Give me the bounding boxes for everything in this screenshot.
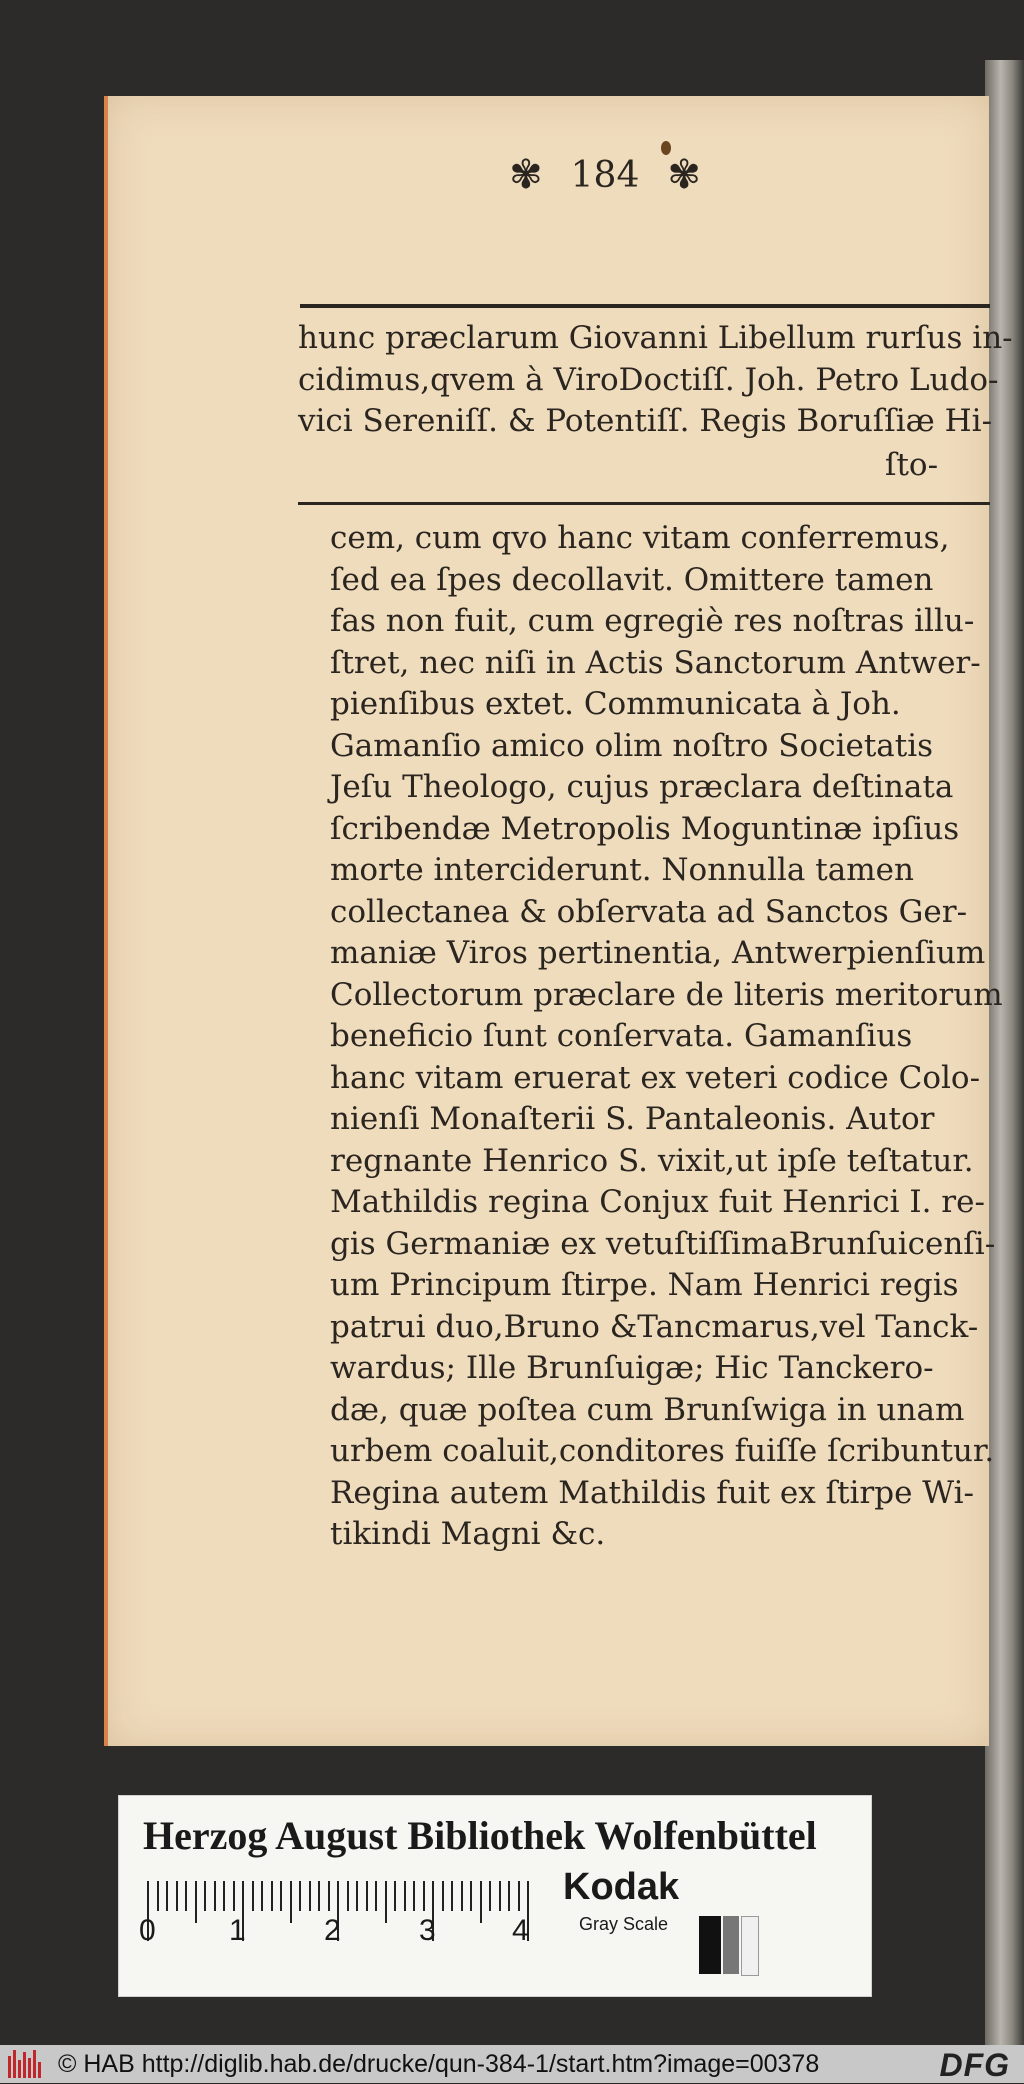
library-name: Herzog August Bibliothek Wolfenbüttel [143,1813,817,1858]
ruler-tick [366,1881,368,1911]
text-line: Collectorum præclare de literis meritorum [330,976,1003,1013]
ruler-tick [252,1881,254,1911]
text-line: tikindi Magni &c. [330,1516,606,1552]
ruler-tick [318,1881,320,1911]
ruler-tick [157,1881,159,1911]
ruler-label: 0 [139,1914,156,1947]
text-line: hanc vitam eruerat ex veteri codice Colo- [330,1059,981,1096]
text-line: urbem coaluit,conditores fuiſſe ſcribuntur. [330,1433,995,1469]
ruler-tick [356,1881,358,1911]
text-line: ſcribendæ Metropolis Moguntinæ ipſius [330,810,960,847]
ruler-label: 4 [512,1914,529,1947]
text-line: Jeſu Theologo, cujus præclara deſtinata [330,769,954,805]
ruler-tick [394,1881,396,1911]
dfg-logo: DFG [939,2047,1010,2083]
text-line: regnante Henrico S. vixit,ut ipſe teſtatur. [330,1142,974,1179]
ruler-tick [233,1881,235,1911]
ruler-tick [185,1881,187,1911]
text-line: patrui duo,Bruno &Tancmarus,vel Tanck- [330,1308,979,1345]
ruler-tick [499,1881,501,1911]
body-text [330,518,1003,1556]
ruler-tick [423,1881,425,1911]
page-header [430,150,780,200]
ruler-tick [451,1881,453,1911]
text-line: Regina autem Mathildis fuit ex ſtirpe Wi- [330,1474,975,1511]
ruler-tick [375,1881,377,1911]
ruler-tick [328,1881,330,1911]
ruler-tick [347,1881,349,1911]
copyright-link[interactable]: © HAB http://diglib.hab.de/drucke/qun-384-1/start.htm?image=00378 [58,2049,820,2078]
text-line: ſed ea ſpes decollavit. Omittere tamen [330,561,934,598]
text-line: fas non fuit, cum egregiè res noſtras illu- [330,603,975,639]
top-text-block [298,318,1013,443]
ruler-tick [442,1881,444,1911]
gray-swatch-dark [723,1916,739,1974]
text-line: vici Sereniſſ. & Potentiſſ. Regis Boruſſiæ Hi- [298,403,993,439]
text-line: Mathildis regina Conjux fuit Henrici I. re- [330,1184,985,1220]
text-line: morte interciderunt. Nonnulla tamen [330,852,914,888]
ruler-tick [461,1881,463,1911]
ornament-right-icon: ✾ [667,152,701,198]
text-line: hunc præclarum Giovanni Libellum rurſus in- [298,320,1013,356]
text-line: collectanea & obſervata ad Sanctos Ger- [330,893,968,930]
brand-subtitle: Gray Scale [579,1914,669,1934]
ruler-label: 1 [229,1914,246,1947]
text-line: nienſi Monaſterii S. Pantaleonis. Autor [330,1101,935,1137]
ruler-tick [518,1881,520,1911]
text-line: um Principum ſtirpe. Nam Henrici regis [330,1267,959,1303]
ruler-tick [176,1881,178,1911]
header-rule [300,304,990,308]
text-line: cem, cum qvo hanc vitam conferremus, [330,520,950,556]
hab-logo-icon [8,2050,48,2078]
ruler-tick [271,1881,273,1911]
ruler-tick [223,1881,225,1911]
brand-name: Kodak [563,1866,680,1908]
gray-swatch-light [741,1916,759,1976]
gray-swatch-black [699,1916,721,1974]
ornament-left-icon: ✾ [509,152,543,198]
page-number: 184 [570,154,640,196]
ruler-tick [489,1881,491,1911]
ruler-tick [480,1881,482,1923]
ruler-tick [413,1881,415,1911]
text-line: cidimus,qvem à ViroDoctiſſ. Joh. Petro Ludo- [298,361,999,398]
catchword: ſto- [885,447,939,483]
text-line: ſtret, nec niſi in Actis Sanctorum Antwer- [330,644,981,681]
ruler-label: 2 [324,1914,341,1947]
scale-ruler [147,1881,537,1941]
ruler-tick [385,1881,387,1923]
ruler-tick [195,1881,197,1923]
ruler-label: 3 [419,1914,436,1947]
color-target-card [118,1795,872,1997]
ruler-tick [280,1881,282,1911]
ruler-tick [470,1881,472,1911]
text-line: maniæ Viros pertinentia, Antwerpienſium [330,935,986,971]
text-line: dæ, quæ poſtea cum Brunſwiga in unam [330,1391,965,1428]
ruler-tick [214,1881,216,1911]
ruler-tick [166,1881,168,1911]
text-line: beneficio ſunt conſervata. Gamanſius [330,1018,913,1054]
text-line: pienſibus extet. Communicata à Joh. [330,686,901,722]
ruler-tick [290,1881,292,1923]
ruler-tick [261,1881,263,1911]
ruler-tick [299,1881,301,1911]
section-rule [298,502,990,505]
text-line: gis Germaniæ ex vetuſtiſſimaBrunſuicenſi- [330,1225,996,1262]
ruler-tick [204,1881,206,1911]
text-line: Gamanſio amico olim noſtro Societatis [330,727,934,764]
text-line: wardus; Ille Brunſuigæ; Hic Tanckero- [330,1350,934,1386]
ruler-tick [508,1881,510,1911]
ruler-tick [309,1881,311,1911]
ruler-tick [404,1881,406,1911]
footer-bar [0,2045,1024,2083]
